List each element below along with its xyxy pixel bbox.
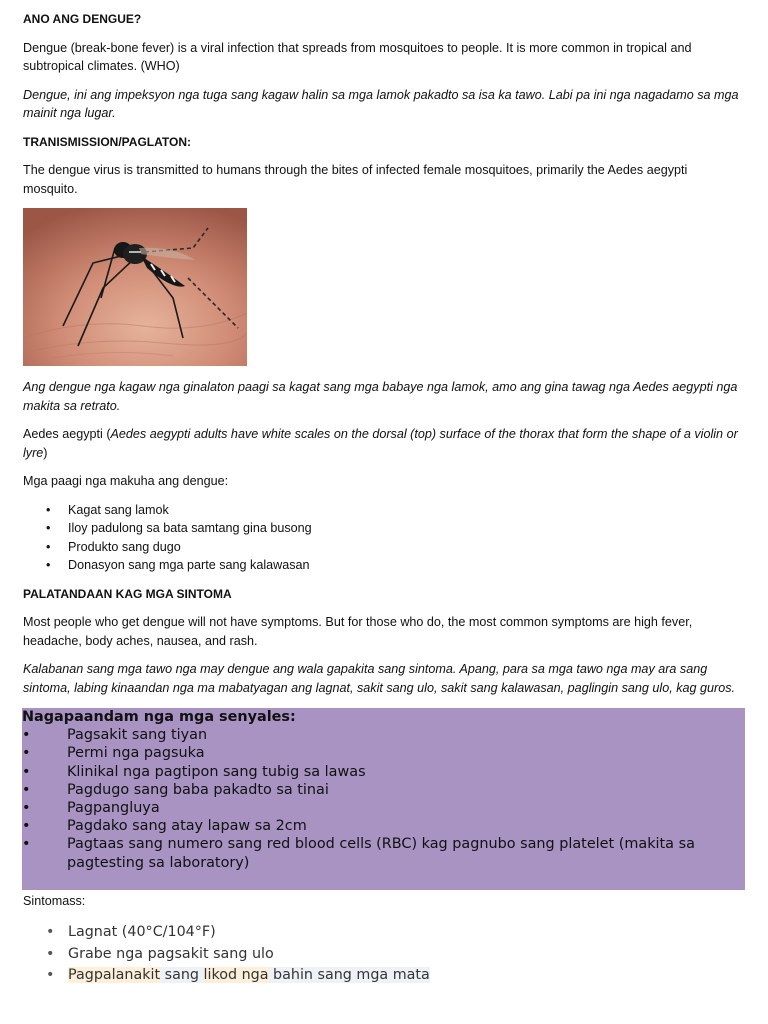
highlight-text: Pagpalanakit [68, 967, 161, 984]
paragraph-definition-en: Dengue (break-bone fever) is a viral infection that spreads from mosquitoes to people. It is more common in tropical and subtropical climates. (WHO) [23, 40, 692, 73]
text-span: bahin sang mga mata [268, 967, 430, 984]
mosquito-icon [23, 208, 247, 366]
mosquito-photo [23, 208, 247, 366]
symptoms-label: Sintomass: [23, 893, 86, 908]
aedes-prefix: Aedes aegypti ( [23, 427, 111, 441]
paragraph-symptoms-hil: Kalabanan sang mga tawo nga may dengue ang wala gapakita sang sintoma. Apang, para sa mga tawo nga may ara sang sintoma, labing kinaandan nga ma mabatyagan ang lagnat, sakit sang ulo, sakit sang kalawasan, paglingin sang ulo, kag guros. [23, 662, 736, 695]
list-item: • Donasyon sang mga parte sang kalawasan [68, 556, 745, 575]
warning-item: • Permi nga pagsuka [22, 744, 745, 762]
aedes-suffix: ) [43, 445, 48, 460]
symptoms-list [23, 922, 745, 987]
list-item: • Lagnat (40°C/104°F) [68, 922, 745, 944]
list-item: • Produkto sang dugo [68, 538, 745, 557]
warning-item: • Klinikal nga pagtipon sang tubig sa lawas [22, 763, 745, 781]
heading-transmission: TRANISMISSION/PAGLATON: [23, 134, 191, 149]
paragraph-definition-hil: Dengue, ini ang impeksyon nga tuga sang kagaw halin sa mga lamok pakadto sa isa ka tawo. Labi pa ini nga nagadamo sa mga mainit nga lugar. [23, 87, 739, 120]
paragraph-aedes-description [23, 425, 745, 462]
list-item: • Grabe nga pagsakit sang ulo [68, 944, 745, 966]
heading-what-is-dengue: ANO ANG DENGUE? [23, 12, 142, 26]
warning-signs-box [22, 708, 745, 890]
document-page [23, 10, 745, 987]
paragraph-transmission-hil: Ang dengue nga kagaw nga ginalaton paagi sa kagat sang mga babaye nga lamok, amo ang gina tawag nga Aedes aegypti nga makita sa retrato. [23, 380, 738, 413]
highlight-text: likod nga [203, 967, 269, 984]
list-item: • Kagat sang lamok [68, 501, 745, 520]
list-item: • Iloy padulong sa bata samtang gina busong [68, 519, 745, 538]
paragraph-ways-intro: Mga paagi nga makuha ang dengue: [23, 474, 229, 488]
text-span: sang [160, 967, 204, 984]
warning-signs-title: Nagapaandam nga mga senyales: [22, 709, 296, 725]
aedes-italic: Aedes aegypti adults have white scales on the dorsal (top) surface of the thorax that form the shape of a violin or lyre [23, 427, 738, 460]
warning-item: • Pagtaas sang numero sang red blood cells (RBC) kag pagnubo sang platelet (makita sa pagtesting sa laboratory) [22, 835, 745, 871]
paragraph-transmission-en: The dengue virus is transmitted to humans through the bites of infected female mosquitoes, primarily the Aedes aegypti mosquito. [23, 163, 688, 196]
warning-item: • Pagdugo sang baba pakadto sa tinai [22, 781, 745, 799]
warning-item: • Pagsakit sang tiyan [22, 726, 745, 744]
list-item [68, 965, 745, 987]
warning-item: • Pagpangluya [22, 799, 745, 817]
ways-list [23, 501, 745, 575]
heading-symptoms: PALATANDAAN KAG MGA SINTOMA [23, 586, 232, 601]
paragraph-symptoms-en: Most people who get dengue will not have symptoms. But for those who do, the most common symptoms are high fever, headache, body aches, nausea, and rash. [23, 615, 693, 648]
warning-item: • Pagdako sang atay lapaw sa 2cm [22, 817, 745, 835]
